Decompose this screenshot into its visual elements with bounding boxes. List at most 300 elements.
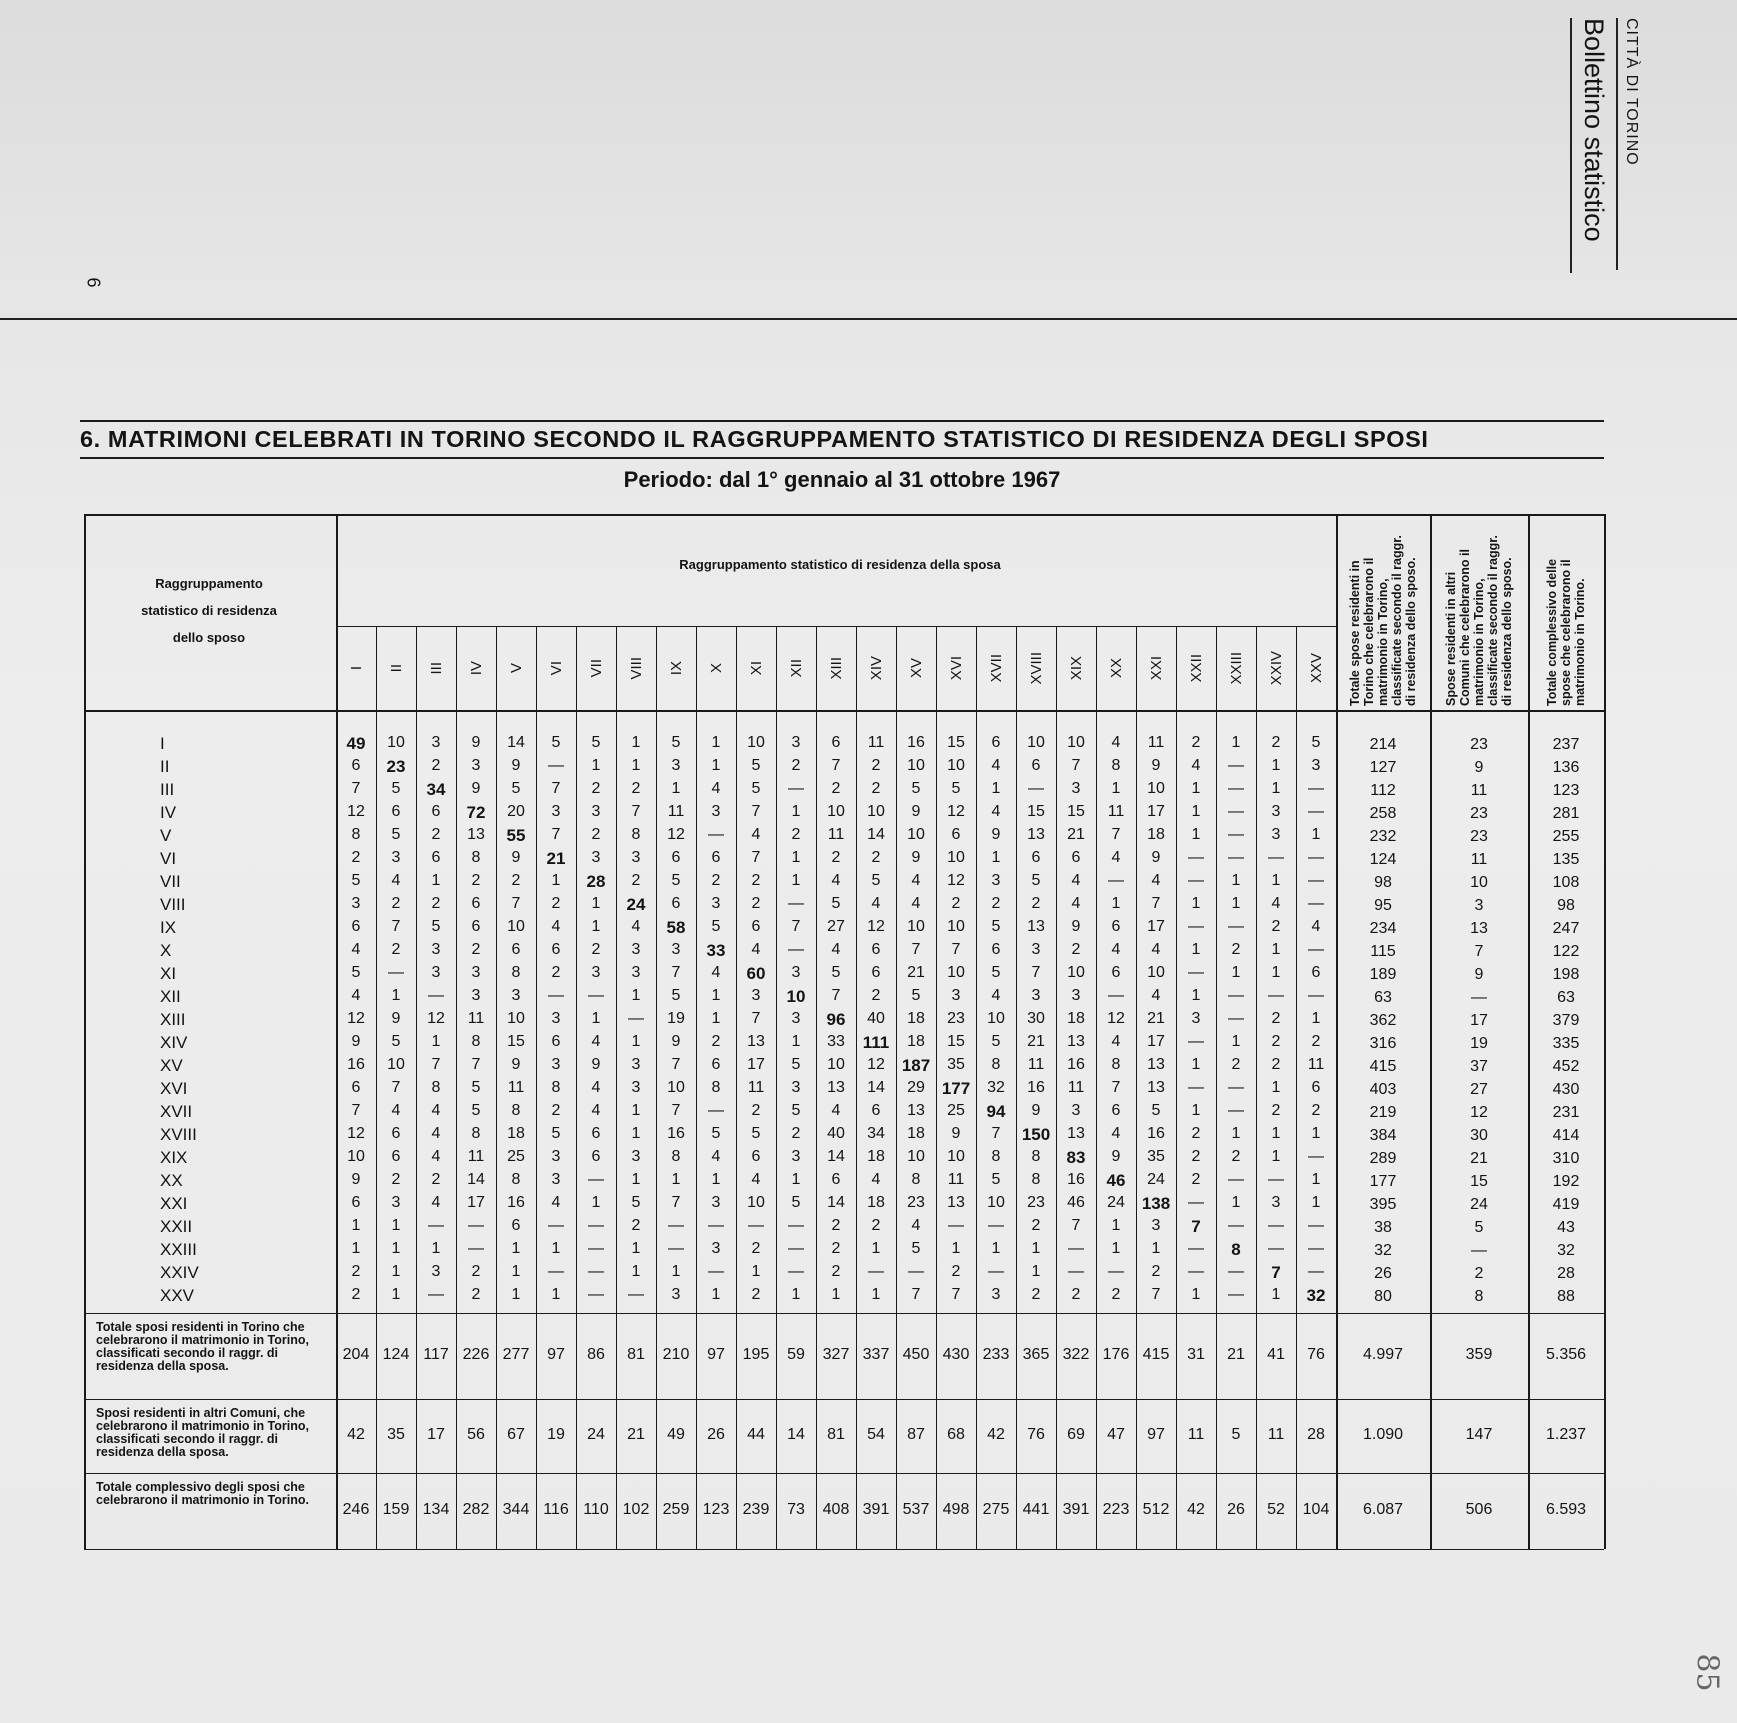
row-label: VI — [160, 849, 177, 868]
totals-cell: 59 — [787, 1346, 805, 1363]
totals-cell: 11 — [1267, 1426, 1285, 1443]
totals-cell: 87 — [907, 1426, 925, 1443]
column-header-label: XXIII — [1227, 651, 1245, 685]
table-cell: 4 — [871, 895, 881, 912]
table-cell: — — [708, 1217, 724, 1234]
summary-cell: 95 — [1374, 897, 1392, 914]
table-cell: 1 — [1311, 1194, 1321, 1211]
table-cell: 32 — [1306, 1286, 1326, 1305]
totals-cell: 344 — [502, 1501, 530, 1518]
table-cell: 7 — [471, 1056, 481, 1073]
table-cell: 2 — [511, 872, 521, 889]
table-cell: 1 — [1111, 1240, 1121, 1257]
table-cell: 10 — [987, 1194, 1005, 1211]
table-cell: 7 — [671, 964, 681, 981]
bulletin-title: Bollettino statistico — [1579, 18, 1609, 242]
table-cell: 7 — [1031, 964, 1041, 981]
table-cell: 3 — [551, 1010, 561, 1027]
table-cell: — — [1108, 872, 1124, 889]
spouse-header-line: statistico di residenza — [141, 603, 277, 618]
table-cell: 3 — [631, 849, 641, 866]
totals-cell: 5 — [1231, 1426, 1241, 1443]
table-cell: 60 — [746, 964, 766, 983]
column-header — [656, 630, 696, 706]
table-cell: 18 — [867, 1194, 885, 1211]
table-cell: 4 — [1151, 872, 1161, 889]
table-cell: 1 — [711, 757, 721, 774]
totals-cell: 498 — [942, 1501, 970, 1518]
table-cell: 1 — [1231, 1033, 1241, 1050]
table-cell: 9 — [951, 1125, 961, 1142]
table-cell: 8 — [1231, 1240, 1241, 1259]
table-cell: 3 — [1071, 780, 1081, 797]
table-cell: 10 — [907, 757, 925, 774]
table-cell: — — [788, 1263, 804, 1280]
table-cell: 16 — [347, 1056, 365, 1073]
summary-cell: 2 — [1474, 1265, 1484, 1282]
totals-cell: 176 — [1102, 1346, 1130, 1363]
table-cell: 1 — [711, 987, 721, 1004]
table-cell: 6 — [831, 734, 841, 751]
table-cell: 7 — [751, 1010, 761, 1027]
table-cell: 34 — [867, 1125, 885, 1142]
column-header — [536, 630, 576, 706]
totals-cell: 134 — [422, 1501, 450, 1518]
table-cell: 1 — [1111, 780, 1121, 797]
table-cell: 9 — [351, 1171, 361, 1188]
table-cell: — — [1228, 803, 1244, 820]
summary-cell: 23 — [1470, 828, 1488, 845]
table-cell: 2 — [431, 1171, 441, 1188]
table-cell: 96 — [826, 1010, 846, 1029]
row-label: XII — [160, 987, 181, 1006]
table-cell: 10 — [827, 1056, 845, 1073]
table-cell: — — [1228, 757, 1244, 774]
table-cell: 24 — [1107, 1194, 1125, 1211]
table-cell: 5 — [791, 1102, 801, 1119]
table-cell: — — [1308, 849, 1324, 866]
summary-column-header — [1430, 516, 1528, 706]
totals-cell: 239 — [742, 1501, 770, 1518]
table-cell: 1 — [1271, 1286, 1281, 1303]
table-cell: 1 — [1191, 803, 1201, 820]
table-cell: 3 — [551, 1148, 561, 1165]
table-cell: — — [428, 1217, 444, 1234]
table-cell: 10 — [507, 1010, 525, 1027]
row-label: XIII — [160, 1010, 186, 1029]
table-cell: 5 — [671, 734, 681, 751]
table-cell: 58 — [666, 918, 686, 937]
table-cell: 1 — [631, 757, 641, 774]
table-cell: 9 — [1151, 757, 1161, 774]
table-cell: 1 — [591, 1010, 601, 1027]
table-cell: 2 — [471, 941, 481, 958]
table-cell: 13 — [1027, 826, 1045, 843]
table-cell: 16 — [1027, 1079, 1045, 1096]
table-cell: 4 — [591, 1102, 601, 1119]
table-cell: — — [588, 1286, 604, 1303]
table-cell: — — [668, 1240, 684, 1257]
summary-column-header — [1336, 516, 1430, 706]
table-cell: 6 — [751, 1148, 761, 1165]
table-cell: 15 — [1027, 803, 1045, 820]
table-cell: — — [1268, 1171, 1284, 1188]
summary-cell: — — [1471, 1242, 1487, 1259]
table-cell: 6 — [351, 1079, 361, 1096]
table-cell: 3 — [631, 1079, 641, 1096]
table-cell: — — [788, 780, 804, 797]
table-cell: 5 — [991, 1171, 1001, 1188]
table-cell: 5 — [871, 872, 881, 889]
table-cell: — — [1228, 987, 1244, 1004]
table-cell: 12 — [427, 1010, 445, 1027]
table-cell: 1 — [511, 1286, 521, 1303]
summary-cell: 214 — [1369, 736, 1397, 753]
table-cell: 10 — [987, 1010, 1005, 1027]
table-cell: 40 — [827, 1125, 845, 1142]
row-label: XXI — [160, 1194, 188, 1213]
table-rule — [84, 514, 86, 1549]
table-cell: 3 — [1271, 1194, 1281, 1211]
table-cell: 7 — [911, 941, 921, 958]
bride-residence-header: Raggruppamento statistico di residenza della sposa — [679, 557, 1001, 572]
table-cell: 27 — [827, 918, 845, 935]
table-cell: 4 — [711, 780, 721, 797]
table-cell: 3 — [1071, 987, 1081, 1004]
totals-cell: 42 — [347, 1426, 365, 1443]
table-cell: 11 — [1027, 1056, 1045, 1073]
table-cell: — — [388, 964, 404, 981]
table-cell: — — [948, 1217, 964, 1234]
table-cell: 5 — [991, 964, 1001, 981]
table-cell: 3 — [551, 1056, 561, 1073]
totals-cell: 450 — [902, 1346, 930, 1363]
row-label: XXII — [160, 1217, 193, 1236]
table-cell: 5 — [351, 964, 361, 981]
table-cell: 3 — [711, 803, 721, 820]
column-header — [416, 630, 456, 706]
table-cell: 6 — [351, 757, 361, 774]
table-cell: 33 — [706, 941, 726, 960]
table-cell: 1 — [1151, 1240, 1161, 1257]
table-cell: — — [1188, 849, 1204, 866]
table-cell: 1 — [951, 1240, 961, 1257]
summary-cell: 189 — [1369, 966, 1397, 983]
totals-row-label: Sposi residenti in altri Comuni, che celebrarono il matrimonio in Torino, classificati secondo il raggr. di residenza della sposa. — [96, 1406, 309, 1459]
table-cell: 13 — [1027, 918, 1045, 935]
table-cell: 16 — [667, 1125, 685, 1142]
table-cell: 4 — [751, 1171, 761, 1188]
table-cell: — — [1228, 1079, 1244, 1096]
totals-cell: 54 — [867, 1426, 885, 1443]
table-cell: 17 — [1147, 1033, 1165, 1050]
totals-cell: 81 — [827, 1426, 845, 1443]
table-cell: 7 — [351, 780, 361, 797]
row-label: X — [160, 941, 172, 960]
totals-cell: 110 — [583, 1501, 609, 1518]
table-cell: 5 — [911, 987, 921, 1004]
summary-column-header — [1528, 516, 1604, 706]
table-cell: 4 — [391, 1102, 401, 1119]
table-cell: 15 — [947, 734, 965, 751]
totals-cell: 76 — [1307, 1346, 1325, 1363]
table-cell: 1 — [711, 1010, 721, 1027]
column-header-label: XX — [1107, 657, 1125, 678]
table-cell: 9 — [591, 1056, 601, 1073]
table-cell: — — [1308, 803, 1324, 820]
column-header-label: XVIII — [1027, 651, 1045, 685]
summary-cell: 21 — [1470, 1150, 1488, 1167]
totals-cell: 116 — [543, 1501, 569, 1518]
table-cell: 5 — [1031, 872, 1041, 889]
column-header — [856, 630, 896, 706]
table-cell: 4 — [551, 1194, 561, 1211]
table-cell: 94 — [986, 1102, 1006, 1121]
table-cell: 2 — [1191, 1125, 1201, 1142]
table-cell: 2 — [791, 757, 801, 774]
column-header-label: VI — [547, 660, 565, 676]
table-cell: 7 — [1071, 1217, 1081, 1234]
totals-cell: 42 — [987, 1426, 1005, 1443]
table-cell: 2 — [791, 1125, 801, 1142]
table-cell: 4 — [431, 1125, 441, 1142]
table-cell: 7 — [631, 803, 641, 820]
table-cell: — — [1188, 1263, 1204, 1280]
table-cell: 28 — [586, 872, 606, 891]
table-cell: 6 — [671, 849, 681, 866]
table-cell: 4 — [751, 941, 761, 958]
summary-column-label: Spose residenti in altri Comuni che celebrarono il matrimonio in Torino, classificate secondo il raggr. di residenza dello sposo. — [1444, 535, 1514, 706]
table-cell: 8 — [1031, 1171, 1041, 1188]
summary-cell: 15 — [1470, 1173, 1488, 1190]
table-cell: 6 — [871, 1102, 881, 1119]
table-cell: — — [988, 1217, 1004, 1234]
table-cell: 1 — [751, 1263, 761, 1280]
table-cell: 2 — [471, 1263, 481, 1280]
table-cell: 1 — [711, 1286, 721, 1303]
table-cell: 1 — [671, 780, 681, 797]
summary-column-label: Totale complessivo delle spose che celebrarono il matrimonio in Torino. — [1545, 558, 1587, 706]
table-cell: 34 — [426, 780, 446, 799]
summary-cell: 136 — [1552, 759, 1580, 776]
table-cell: — — [868, 1263, 884, 1280]
table-cell: — — [1068, 1263, 1084, 1280]
column-header — [696, 630, 736, 706]
table-cell: 6 — [391, 803, 401, 820]
summary-cell: 135 — [1552, 851, 1580, 868]
table-cell: 2 — [871, 1217, 881, 1234]
table-cell: — — [1228, 1286, 1244, 1303]
table-cell: 3 — [951, 987, 961, 1004]
totals-cell: 28 — [1307, 1426, 1325, 1443]
summary-cell: 281 — [1552, 805, 1580, 822]
table-cell: — — [788, 1240, 804, 1257]
table-cell: 4 — [991, 757, 1001, 774]
table-cell: 10 — [1147, 780, 1165, 797]
table-cell: 3 — [471, 964, 481, 981]
table-cell: 3 — [471, 757, 481, 774]
table-cell: 23 — [947, 1010, 965, 1027]
totals-cell: 282 — [462, 1501, 490, 1518]
table-cell: — — [1308, 872, 1324, 889]
table-cell: 6 — [1311, 1079, 1321, 1096]
table-cell: 1 — [391, 1286, 401, 1303]
table-cell: 14 — [467, 1171, 485, 1188]
table-cell: — — [1228, 826, 1244, 843]
table-cell: 4 — [911, 1217, 921, 1234]
table-cell: — — [1308, 1217, 1324, 1234]
totals-cell: 246 — [342, 1501, 370, 1518]
table-cell: 10 — [387, 1056, 405, 1073]
table-cell: 13 — [1067, 1125, 1085, 1142]
table-cell: 9 — [1031, 1102, 1041, 1119]
table-rule — [84, 710, 1604, 712]
table-cell: 3 — [791, 1079, 801, 1096]
table-cell: 4 — [911, 895, 921, 912]
table-cell: 1 — [1191, 1102, 1201, 1119]
table-cell: 6 — [431, 803, 441, 820]
table-cell: 8 — [1111, 1056, 1121, 1073]
column-header — [1176, 630, 1216, 706]
totals-cell: 124 — [382, 1346, 410, 1363]
table-cell: 24 — [626, 895, 646, 914]
table-cell: 6 — [1031, 849, 1041, 866]
table-cell: 3 — [631, 941, 641, 958]
table-cell: 1 — [711, 1171, 721, 1188]
totals-cell: 67 — [507, 1426, 525, 1443]
table-cell: 10 — [667, 1079, 685, 1096]
totals-cell: 275 — [982, 1501, 1010, 1518]
table-cell: — — [628, 1286, 644, 1303]
row-label: I — [160, 734, 165, 753]
column-header — [896, 630, 936, 706]
table-cell: 8 — [471, 849, 481, 866]
column-header-label: XVII — [987, 653, 1005, 683]
table-cell: 15 — [507, 1033, 525, 1050]
column-header-label: III — [427, 661, 445, 675]
table-cell: 32 — [987, 1079, 1005, 1096]
table-cell: 5 — [951, 780, 961, 797]
table-cell: 5 — [631, 1194, 641, 1211]
table-cell: 19 — [667, 1010, 685, 1027]
table-cell: 2 — [551, 1102, 561, 1119]
table-cell: 11 — [467, 1148, 485, 1165]
table-cell: 6 — [991, 734, 1001, 751]
table-cell: 16 — [907, 734, 925, 751]
table-cell: 3 — [431, 941, 441, 958]
column-header — [1016, 630, 1056, 706]
table-cell: — — [1268, 987, 1284, 1004]
table-cell: 6 — [351, 918, 361, 935]
row-label: XXIII — [160, 1240, 197, 1259]
summary-cell: 414 — [1552, 1127, 1580, 1144]
summary-cell: 198 — [1552, 966, 1580, 983]
table-cell: 1 — [431, 1033, 441, 1050]
summary-cell: 219 — [1369, 1104, 1397, 1121]
table-cell: 21 — [1147, 1010, 1165, 1027]
table-cell: — — [468, 1217, 484, 1234]
table-cell: 3 — [671, 941, 681, 958]
table-cell: 2 — [1311, 1033, 1321, 1050]
table-cell: 7 — [671, 1102, 681, 1119]
table-cell: 2 — [991, 895, 1001, 912]
table-cell: 15 — [947, 1033, 965, 1050]
totals-cell: 117 — [423, 1346, 449, 1363]
table-cell: 5 — [471, 1102, 481, 1119]
totals-summary-cell: 1.237 — [1545, 1426, 1587, 1443]
table-cell: 46 — [1106, 1171, 1126, 1190]
table-cell: 1 — [1271, 872, 1281, 889]
totals-cell: 204 — [342, 1346, 370, 1363]
table-cell: 1 — [1031, 1240, 1041, 1257]
table-cell: 5 — [671, 987, 681, 1004]
table-cell: 6 — [431, 849, 441, 866]
table-cell: 2 — [831, 1263, 841, 1280]
table-cell: 3 — [791, 734, 801, 751]
table-cell: 2 — [1071, 1286, 1081, 1303]
summary-cell: 122 — [1552, 943, 1580, 960]
table-cell: 1 — [1271, 780, 1281, 797]
table-cell: 5 — [911, 1240, 921, 1257]
table-cell: 10 — [1067, 734, 1085, 751]
table-cell: 8 — [991, 1148, 1001, 1165]
summary-cell: 395 — [1369, 1196, 1397, 1213]
table-cell: 12 — [1107, 1010, 1125, 1027]
table-cell: 1 — [991, 780, 1001, 797]
table-cell: — — [1228, 1263, 1244, 1280]
table-cell: 8 — [511, 1171, 521, 1188]
table-cell: 17 — [747, 1056, 765, 1073]
table-cell: 7 — [1111, 826, 1121, 843]
table-cell: 1 — [1111, 1217, 1121, 1234]
row-label: XIX — [160, 1148, 188, 1167]
table-cell: 2 — [791, 826, 801, 843]
table-cell: 4 — [591, 1033, 601, 1050]
table-cell: 150 — [1021, 1125, 1051, 1144]
table-cell: 12 — [347, 803, 365, 820]
table-cell: 2 — [1191, 1148, 1201, 1165]
table-cell: 6 — [591, 1125, 601, 1142]
table-cell: 40 — [867, 1010, 885, 1027]
table-cell: 9 — [511, 849, 521, 866]
table-cell: 4 — [431, 1194, 441, 1211]
table-cell: 3 — [591, 964, 601, 981]
summary-cell: 98 — [1557, 897, 1575, 914]
table-cell: 1 — [1311, 826, 1321, 843]
table-cell: 1 — [1191, 780, 1201, 797]
column-header — [336, 630, 376, 706]
table-cell: 14 — [507, 734, 525, 751]
table-cell: — — [1228, 1102, 1244, 1119]
table-cell: 1 — [1231, 1194, 1241, 1211]
table-cell: — — [428, 987, 444, 1004]
totals-summary-cell: 6.593 — [1545, 1501, 1587, 1518]
table-cell: 1 — [1031, 1263, 1041, 1280]
table-cell: 18 — [907, 1125, 925, 1142]
row-label: II — [160, 757, 170, 776]
summary-cell: 316 — [1369, 1035, 1397, 1052]
table-cell: 7 — [1151, 1286, 1161, 1303]
column-header — [936, 630, 976, 706]
totals-cell: 327 — [822, 1346, 850, 1363]
table-cell: — — [548, 987, 564, 1004]
table-rule — [84, 1549, 1604, 1550]
row-label: XXV — [160, 1286, 195, 1305]
table-cell: 3 — [671, 1286, 681, 1303]
table-cell: 10 — [387, 734, 405, 751]
column-header-label: IX — [667, 660, 685, 676]
summary-cell: 32 — [1374, 1242, 1392, 1259]
